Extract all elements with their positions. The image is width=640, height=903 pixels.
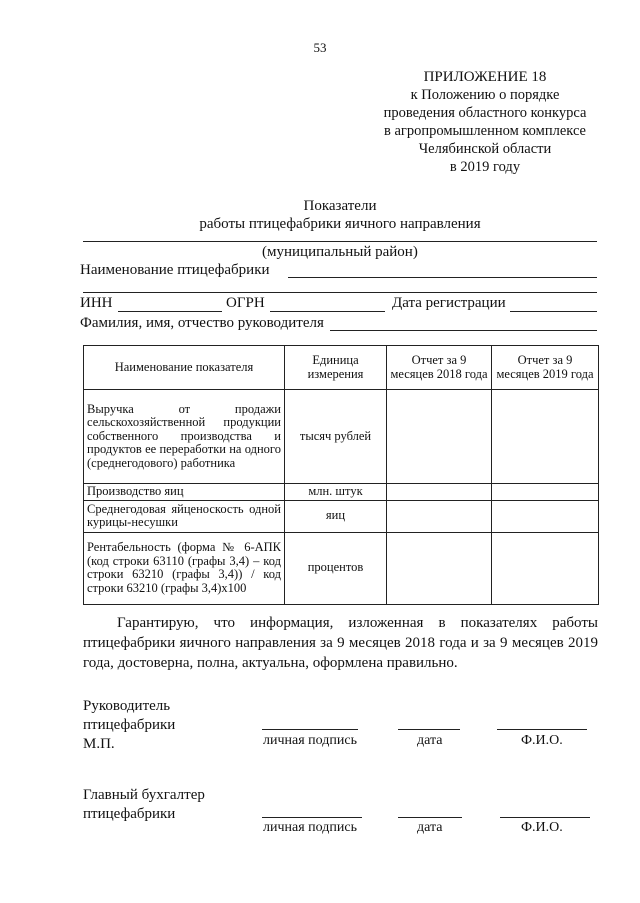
role-line: Руководитель [83,698,171,714]
indicator-unit: млн. штук [285,484,387,501]
table-row [84,484,599,501]
indicator-unit: процентов [285,532,387,604]
value-2018-cell[interactable] [387,500,492,532]
title-line-1: Показатели [303,198,377,214]
indicators-table [83,345,599,605]
table-header-row [84,346,599,390]
director-name-field[interactable] [330,330,597,331]
accountant-signature-role [83,786,205,824]
indicator-unit: тысяч рублей [285,390,387,484]
fio-caption: Ф.И.О. [521,820,563,835]
indicator-name: Выручка от продажи сельскохозяйственной продукции собственного производства и продуктов ее переработки на одного (среднегодового) работника [84,390,285,484]
header-indicator-name: Наименование показателя [84,346,285,390]
value-2019-cell[interactable] [492,390,599,484]
value-2018-cell[interactable] [387,532,492,604]
inn-label: ИНН [80,295,113,311]
value-2018-cell[interactable] [387,390,492,484]
header-report-2018: Отчет за 9 месяцев 2018 года [387,346,492,390]
signature-caption: личная подпись [263,733,357,748]
district-field-line[interactable] [83,241,597,242]
director-fio-line[interactable] [497,729,587,730]
accountant-date-line[interactable] [398,817,462,818]
district-caption: (муниципальный район) [262,244,418,260]
header-report-2019: Отчет за 9 месяцев 2019 года [492,346,599,390]
indicator-name: Среднегодовая яйценоскость одной курицы-несушки [84,500,285,532]
table-row [84,532,599,604]
director-name-label: Фамилия, имя, отчество руководителя [80,315,324,331]
role-line: Главный бухгалтер [83,787,205,803]
header-unit: Единица измерения [285,346,387,390]
factory-name-label: Наименование птицефабрики [80,262,270,278]
table-row [84,500,599,532]
appendix-line: Челябинской области [418,141,552,157]
ogrn-field[interactable] [270,311,385,312]
appendix-line: к Положению о порядке [410,87,560,103]
value-2019-cell[interactable] [492,484,599,501]
registration-date-label: Дата регистрации [392,295,506,311]
accountant-signature-line[interactable] [262,817,362,818]
indicator-name: Рентабельность (форма № 6-АПК (код строки 63110 (графы 3,4) – код строки 63210 (графы 3,4)) / код строки 63210 (графы 3,4)х100 [84,532,285,604]
appendix-line: в 2019 году [449,159,521,175]
indicator-unit: яиц [285,500,387,532]
value-2018-cell[interactable] [387,484,492,501]
role-line: птицефабрики [83,717,176,733]
director-signature-line[interactable] [262,729,358,730]
document-title [0,197,640,233]
appendix-line: в агропромышленном комплексе [383,123,586,139]
date-caption: дата [417,733,443,748]
page-number: 53 [313,40,327,55]
role-line: птицефабрики [83,806,176,822]
director-signature-role [83,697,175,754]
inn-field[interactable] [118,311,222,312]
value-2019-cell[interactable] [492,532,599,604]
accountant-fio-line[interactable] [500,817,590,818]
value-2019-cell[interactable] [492,500,599,532]
ogrn-label: ОГРН [226,295,265,311]
factory-name-field-continued[interactable] [83,292,597,293]
date-caption: дата [417,820,443,835]
appendix-block [370,68,600,176]
director-date-line[interactable] [398,729,460,730]
registration-date-field[interactable] [510,311,597,312]
indicator-name: Производство яиц [84,484,285,501]
signature-caption: личная подпись [263,820,357,835]
stamp-place-label: М.П. [83,736,115,752]
guarantee-paragraph: Гарантирую, что информация, изложенная в показателях работы птицефабрики яичного направления за 9 месяцев 2018 года и за 9 месяцев 2019 года, достоверна, полна, актуальна, оформлена правильно. [83,615,598,671]
title-line-2: работы птицефабрики яичного направления [199,216,481,232]
factory-name-field[interactable] [288,277,597,278]
table-row [84,390,599,484]
appendix-line: проведения областного конкурса [383,105,587,121]
appendix-heading: ПРИЛОЖЕНИЕ 18 [423,69,547,85]
fio-caption: Ф.И.О. [521,733,563,748]
